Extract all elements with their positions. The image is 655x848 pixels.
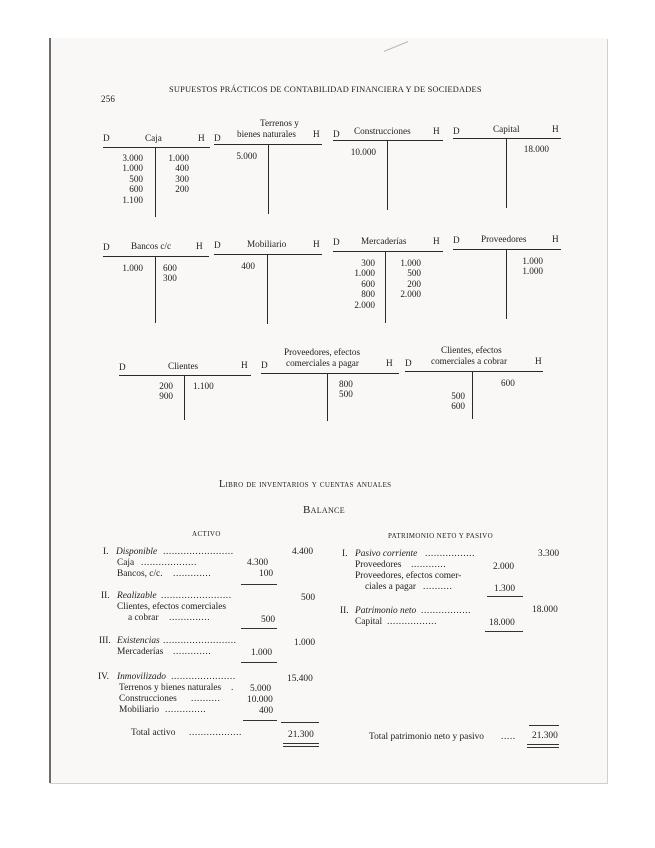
terrenos-debit-column: 5.000: [236, 151, 257, 161]
activo-group-total: 15.400: [287, 674, 313, 684]
activo-group-total: 500: [301, 593, 316, 603]
t-account-clientes-efectos-title-2: comerciales a cobrar: [431, 356, 508, 366]
t-account-credit-marker: H: [241, 360, 248, 370]
activo-group-title: Realizable: [117, 591, 157, 601]
t-account-debit-marker: D: [333, 237, 340, 247]
total-pasivo-value: 21.300: [532, 731, 558, 741]
t-account-debit-marker: D: [405, 358, 412, 368]
t-account-clientes-title: Clientes: [168, 361, 199, 371]
activo-group-total: 1.000: [294, 638, 316, 648]
book-page: 256 SUPUESTOS PRÁCTICOS DE CONTABILIDAD FINANCIERA Y DE SOCIEDADES D Caja H 3.000 1.000 500 600 1.100 1.000 400 300 200 D Terrenos y bienes naturales H 5.000 D Construcciones H 10.000 D Capital H 18.000 D Bancos c/c H 1.000 600 300 D Mobiliario H 400 D Mercaderías H 300 1.000 600 800 2.000 1.000 500 200 2.000 D Proveedores H 1.000 1.000 D Clientes H 200 900 1.100 D Proveedores, efectos comerciales a pagar H 800 500 D Clientes, efectos comerciales a cobrar H 500 600 600 Libro de inventarios y cuentas anuales Balance ACTIVO I. Disponible ........................ 4.400 Caja ................... 4.300 Bancos, c/c. ............. 100 II. Realizable ........................ 500 Clientes, efectos comerciales a cobrar .............. 500 III. Existencias ......................... 1.000 Mercaderías ............. 1.000 IV. Inmovilizado ...................... 15.400 Terrenos y bienes naturales . 5.000 Construcciones .......... 10.000 Mobiliario .............. 400 Total activo .................. 21.300 PATRIMONIO NETO Y PASIVO I. Pasivo corriente ................. 3.300 Proveedores ............ 2.000 Proveedores, efectos comer- ciales a pagar .......... 1.300 II. Patrimonio neto ................. 18.000 Capital ................. 18.000 Total patrimonio neto y pasivo ..... 21.300: [49, 38, 607, 783]
activo-item-label: Caja: [117, 558, 135, 568]
running-title: SUPUESTOS PRÁCTICOS DE CONTABILIDAD FINANCIERA Y DE SOCIEDADES: [169, 85, 482, 94]
mobiliario-debit-column: 400: [241, 261, 255, 271]
t-account-credit-marker: H: [535, 356, 542, 366]
t-account-clientes-efectos-title-1: Clientes, efectos: [441, 345, 502, 355]
t-account-credit-marker: H: [313, 129, 320, 139]
t-account-debit-marker: D: [119, 362, 126, 372]
t-account-proveedores-title: Proveedores: [481, 234, 527, 244]
book-title: Libro de inventarios y cuentas anuales: [219, 479, 392, 490]
bancos-credit-column: 600 300: [163, 263, 177, 284]
pasivo-item-label: Proveedores: [355, 560, 402, 570]
t-account-capital-title: Capital: [493, 124, 520, 134]
t-account-credit-marker: H: [196, 241, 203, 251]
mercaderias-debit-column: 300 1.000 600 800 2.000: [354, 258, 375, 310]
mercaderias-credit-column: 1.000 500 200 2.000: [400, 258, 421, 300]
pasivo-group-total: 3.300: [538, 549, 560, 559]
activo-group-title: Disponible: [116, 547, 158, 557]
activo-item-value: 400: [259, 706, 274, 716]
proveedores-credit-column: 1.000 1.000: [522, 256, 543, 277]
clientes-debit-column: 200 900: [159, 381, 173, 402]
activo-group-title: Existencias: [117, 636, 160, 646]
activo-item-value: 5.000: [250, 684, 272, 694]
clientes-efectos-credit-column: 600: [501, 378, 515, 388]
pasivo-item-label: Proveedores, efectos comer-: [355, 571, 462, 581]
pasivo-item-label-2: ciales a pagar: [365, 582, 417, 592]
clientes-efectos-debit-column: 500 600: [451, 391, 465, 412]
t-account-terrenos-title-2: bienes naturales: [237, 129, 296, 139]
pasivo-group-roman: I.: [342, 549, 348, 559]
activo-item-label-2: a cobrar: [128, 613, 159, 623]
pasivo-group-title: Pasivo corriente: [355, 549, 418, 559]
total-pasivo-label: Total patrimonio neto y pasivo: [369, 732, 484, 742]
activo-group-roman: II.: [101, 591, 110, 601]
activo-item-label: Clientes, efectos comerciales: [117, 602, 227, 612]
t-account-terrenos-title-1: Terrenos y: [260, 118, 299, 128]
t-account-proveedores-efectos-title-1: Proveedores, efectos: [284, 347, 361, 357]
pasivo-group-total: 18.000: [532, 605, 558, 615]
total-activo-label: Total activo: [131, 728, 176, 738]
pasivo-item-value: 18.000: [489, 618, 515, 628]
t-account-bancos-title: Bancos c/c: [131, 241, 172, 251]
activo-group-roman: IV.: [98, 672, 110, 682]
pasivo-group-title: Patrimonio neto: [355, 606, 417, 616]
activo-item-label: Bancos, c/c.: [117, 569, 163, 579]
activo-item-label: Construcciones: [119, 694, 177, 704]
activo-group-title: Inmovilizado: [117, 672, 166, 682]
balance-title: Balance: [303, 504, 345, 516]
caja-credit-column: 1.000 400 300 200: [168, 153, 189, 195]
activo-item-label: Mercaderías: [117, 647, 164, 657]
t-account-debit-marker: D: [103, 242, 110, 252]
caja-debit-column: 3.000 1.000 500 600 1.100: [122, 153, 143, 205]
activo-group-total: 4.400: [292, 547, 314, 557]
bancos-debit-column: 1.000: [122, 263, 143, 273]
activo-item-value: 4.300: [247, 558, 269, 568]
clientes-credit-column: 1.100: [193, 381, 214, 391]
t-account-caja-title: Caja: [145, 133, 162, 143]
t-account-construcciones-title: Construcciones: [354, 126, 411, 136]
activo-item-value: 500: [261, 615, 276, 625]
t-account-credit-marker: H: [313, 239, 320, 249]
total-activo-value: 21.300: [288, 730, 314, 740]
t-account-debit-marker: D: [453, 126, 460, 136]
pasivo-item-value: 1.300: [494, 584, 516, 594]
t-account-debit-marker: D: [453, 235, 460, 245]
t-account-debit-marker: D: [261, 360, 268, 370]
page-number: 256: [101, 94, 116, 104]
t-account-credit-marker: H: [386, 358, 393, 368]
t-account-mobiliario-title: Mobiliario: [247, 239, 287, 249]
t-account-debit-marker: D: [103, 133, 110, 143]
activo-item-label: Terrenos y bienes naturales: [119, 683, 222, 693]
t-account-mercaderias-title: Mercaderías: [361, 236, 407, 246]
activo-group-roman: III.: [99, 636, 111, 646]
activo-group-roman: I.: [103, 547, 109, 557]
construcciones-debit-column: 10.000: [350, 147, 376, 157]
proveedores-efectos-debit-column: 800 500: [339, 379, 353, 400]
t-account-debit-marker: D: [214, 240, 221, 250]
pasivo-heading: PATRIMONIO NETO Y PASIVO: [388, 532, 494, 540]
activo-item-value: 100: [259, 569, 274, 579]
pasivo-item-label: Capital: [355, 617, 383, 627]
t-account-credit-marker: H: [552, 124, 559, 134]
activo-item-label: Mobiliario: [119, 705, 160, 715]
t-account-debit-marker: D: [214, 133, 221, 143]
t-account-credit-marker: H: [433, 236, 440, 246]
activo-heading: ACTIVO: [192, 530, 221, 538]
activo-item-value: 10.000: [247, 695, 273, 705]
capital-credit-column: 18.000: [523, 144, 549, 154]
pasivo-group-roman: II.: [340, 606, 349, 616]
t-account-proveedores-efectos-title-2: comerciales a pagar: [286, 358, 359, 368]
t-account-credit-marker: H: [552, 234, 559, 244]
pen-mark: [384, 41, 408, 52]
t-account-credit-marker: H: [433, 126, 440, 136]
t-account-credit-marker: H: [198, 133, 205, 143]
activo-item-value: 1.000: [251, 648, 273, 658]
pasivo-item-value: 2.000: [493, 562, 515, 572]
t-account-debit-marker: D: [333, 129, 340, 139]
